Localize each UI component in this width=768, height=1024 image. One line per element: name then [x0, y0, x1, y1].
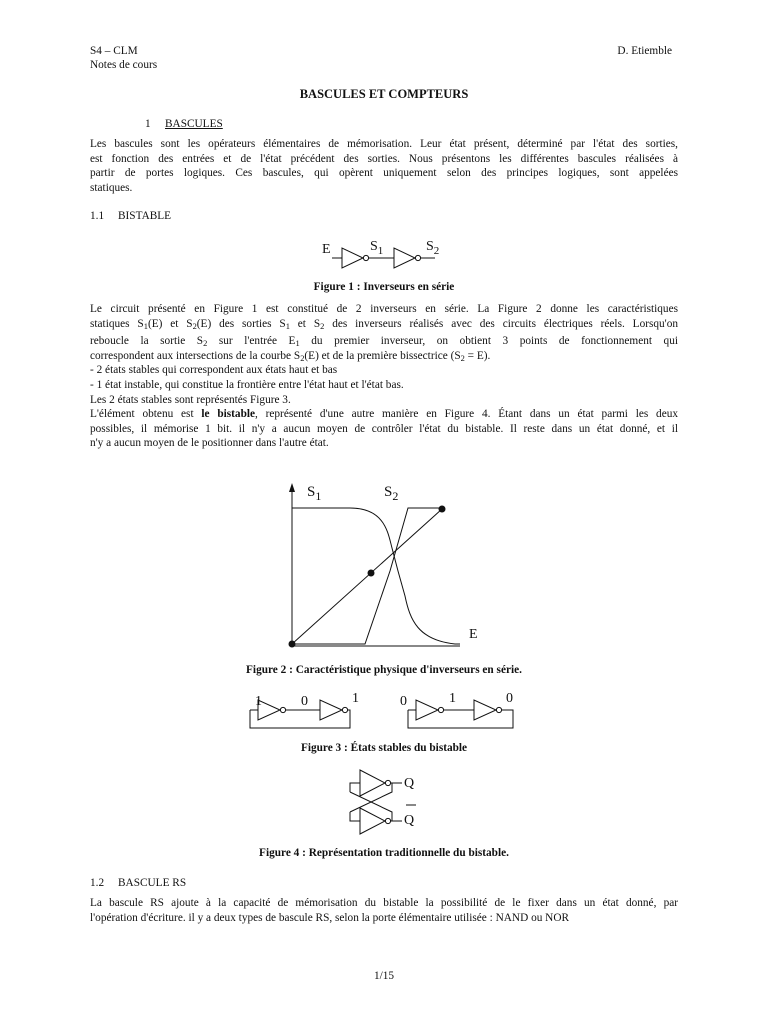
intro-line: est fonction des entrées et de l'état précédent des sorties. Nous présentons les différentes bascules réalisées à: [90, 152, 678, 165]
section-1-2-number: 1.2: [90, 877, 105, 889]
figure-1-caption: Figure 1 : Inverseurs en série: [313, 281, 455, 293]
page-title: BASCULES ET COMPTEURS: [299, 87, 469, 101]
header-course: S4 – CLM: [90, 45, 138, 57]
p2-line: - 1 état instable, qui constitue la frontière entre l'état haut et l'état bas.: [90, 378, 404, 391]
intro-line: partir de portes logiques. Ces bascules, qui opèrent uniquement selon des principes logiques, sont appelées: [90, 167, 678, 180]
p2-line: statiques $S_1(E)$ et $S_2(E)$ des sorties $S_1$ et $S_2$ des inverseurs réalisés avec des circuits électriques réels. Lorsqu'on: [90, 317, 679, 331]
fig3-left-label: 1: [352, 691, 359, 706]
figure-3-caption: Figure 3 : États stables du bistable: [300, 742, 468, 754]
section-1-2-title: BASCULE RS: [118, 877, 187, 889]
fig3-right-loop: [408, 700, 513, 728]
figure-4-diagram: [340, 764, 440, 836]
figure-1-diagram: [318, 232, 453, 277]
p2-line: n'y a aucun moyen de le positionner dans l'autre état.: [90, 437, 329, 450]
figure-3-diagram: [238, 688, 528, 736]
header-notes: Notes de cours: [90, 59, 158, 71]
p2-line: Le circuit présenté en Figure 1 est constitué de 2 inverseurs en série. La Figure 2 donne les caractéristiques: [90, 303, 678, 315]
fig3-left-label: 1: [255, 694, 262, 709]
fig3-left-label: 0: [301, 694, 308, 709]
fig2-label-e: E: [469, 627, 478, 642]
intro-paragraph: [90, 137, 678, 195]
bistable-paragraph: [90, 302, 678, 451]
fig3-left-loop: [250, 700, 350, 728]
fig3-right-label: 0: [506, 691, 513, 706]
figure-2-diagram: [270, 478, 500, 653]
figure-4-caption: Figure 4 : Représentation traditionnelle du bistable.: [259, 847, 509, 859]
p2-line: correspondent aux intersections de la courbe $S_2(E)$ et de la première bissectrice $(S_2 = E)$.: [90, 349, 491, 363]
fig4-label-q: Q: [404, 776, 415, 791]
p2-line: Les 2 états stables sont représentés Figure 3.: [90, 393, 291, 406]
operating-point-low: [289, 641, 296, 648]
section-1-title: BASCULES: [165, 118, 223, 130]
p2-line: - 2 états stables qui correspondent aux états haut et bas: [90, 364, 338, 377]
operating-point-high: [439, 506, 446, 513]
section-1-1-title: BISTABLE: [118, 210, 172, 222]
fig1-label-s2: $S_2$: [426, 239, 440, 257]
fig2-label-s1: $S_1$: [307, 484, 322, 503]
operating-point-unstable: [368, 570, 375, 577]
section-1-number: 1: [145, 118, 151, 130]
header-author: D. Etiemble: [617, 45, 672, 57]
fig1-label-e: E: [322, 242, 331, 257]
p2-line: possibles, il mémorise 1 bit. il n'y a aucun moyen de contrôler l'état du bistable. Il reste dans un état donné, et il: [90, 422, 678, 435]
p3-line: l'opération d'écriture. il y a deux types de bascule RS, selon la porte élémentaire utilisée : NAND ou NOR: [90, 911, 570, 924]
page-number: 1/15: [373, 970, 395, 982]
fig2-label-s2: $S_2$: [384, 484, 399, 503]
intro-line: Les bascules sont les opérateurs élémentaires de mémorisation. Leur état présent, déterminé par l'état des sorties,: [90, 138, 678, 150]
figure-2-caption: Figure 2 : Caractéristique physique d'inverseurs en série.: [246, 664, 522, 676]
p2-line: reboucle la sortie $S_2$ sur l'entrée $E_1$ du premier inverseur, on obtient 3 points de fonctionnement qui: [90, 335, 678, 349]
section-1-1-number: 1.1: [90, 210, 105, 222]
intro-line: statiques.: [90, 181, 133, 194]
p2-line: L'élément obtenu est le bistable, représenté d'une autre manière en Figure 4. Étant dans un état parmi les deux: [90, 408, 679, 421]
fig1-label-s1: $S_1$: [370, 239, 384, 257]
rs-paragraph: [90, 896, 678, 925]
fig4-label-qbar: Q: [404, 813, 415, 828]
p3-line: La bascule RS ajoute à la capacité de mémorisation du bistable la possibilité de le fixer dans un état donné, par: [90, 897, 678, 909]
fig3-right-label: 1: [449, 691, 456, 706]
fig3-right-label: 0: [400, 694, 407, 709]
